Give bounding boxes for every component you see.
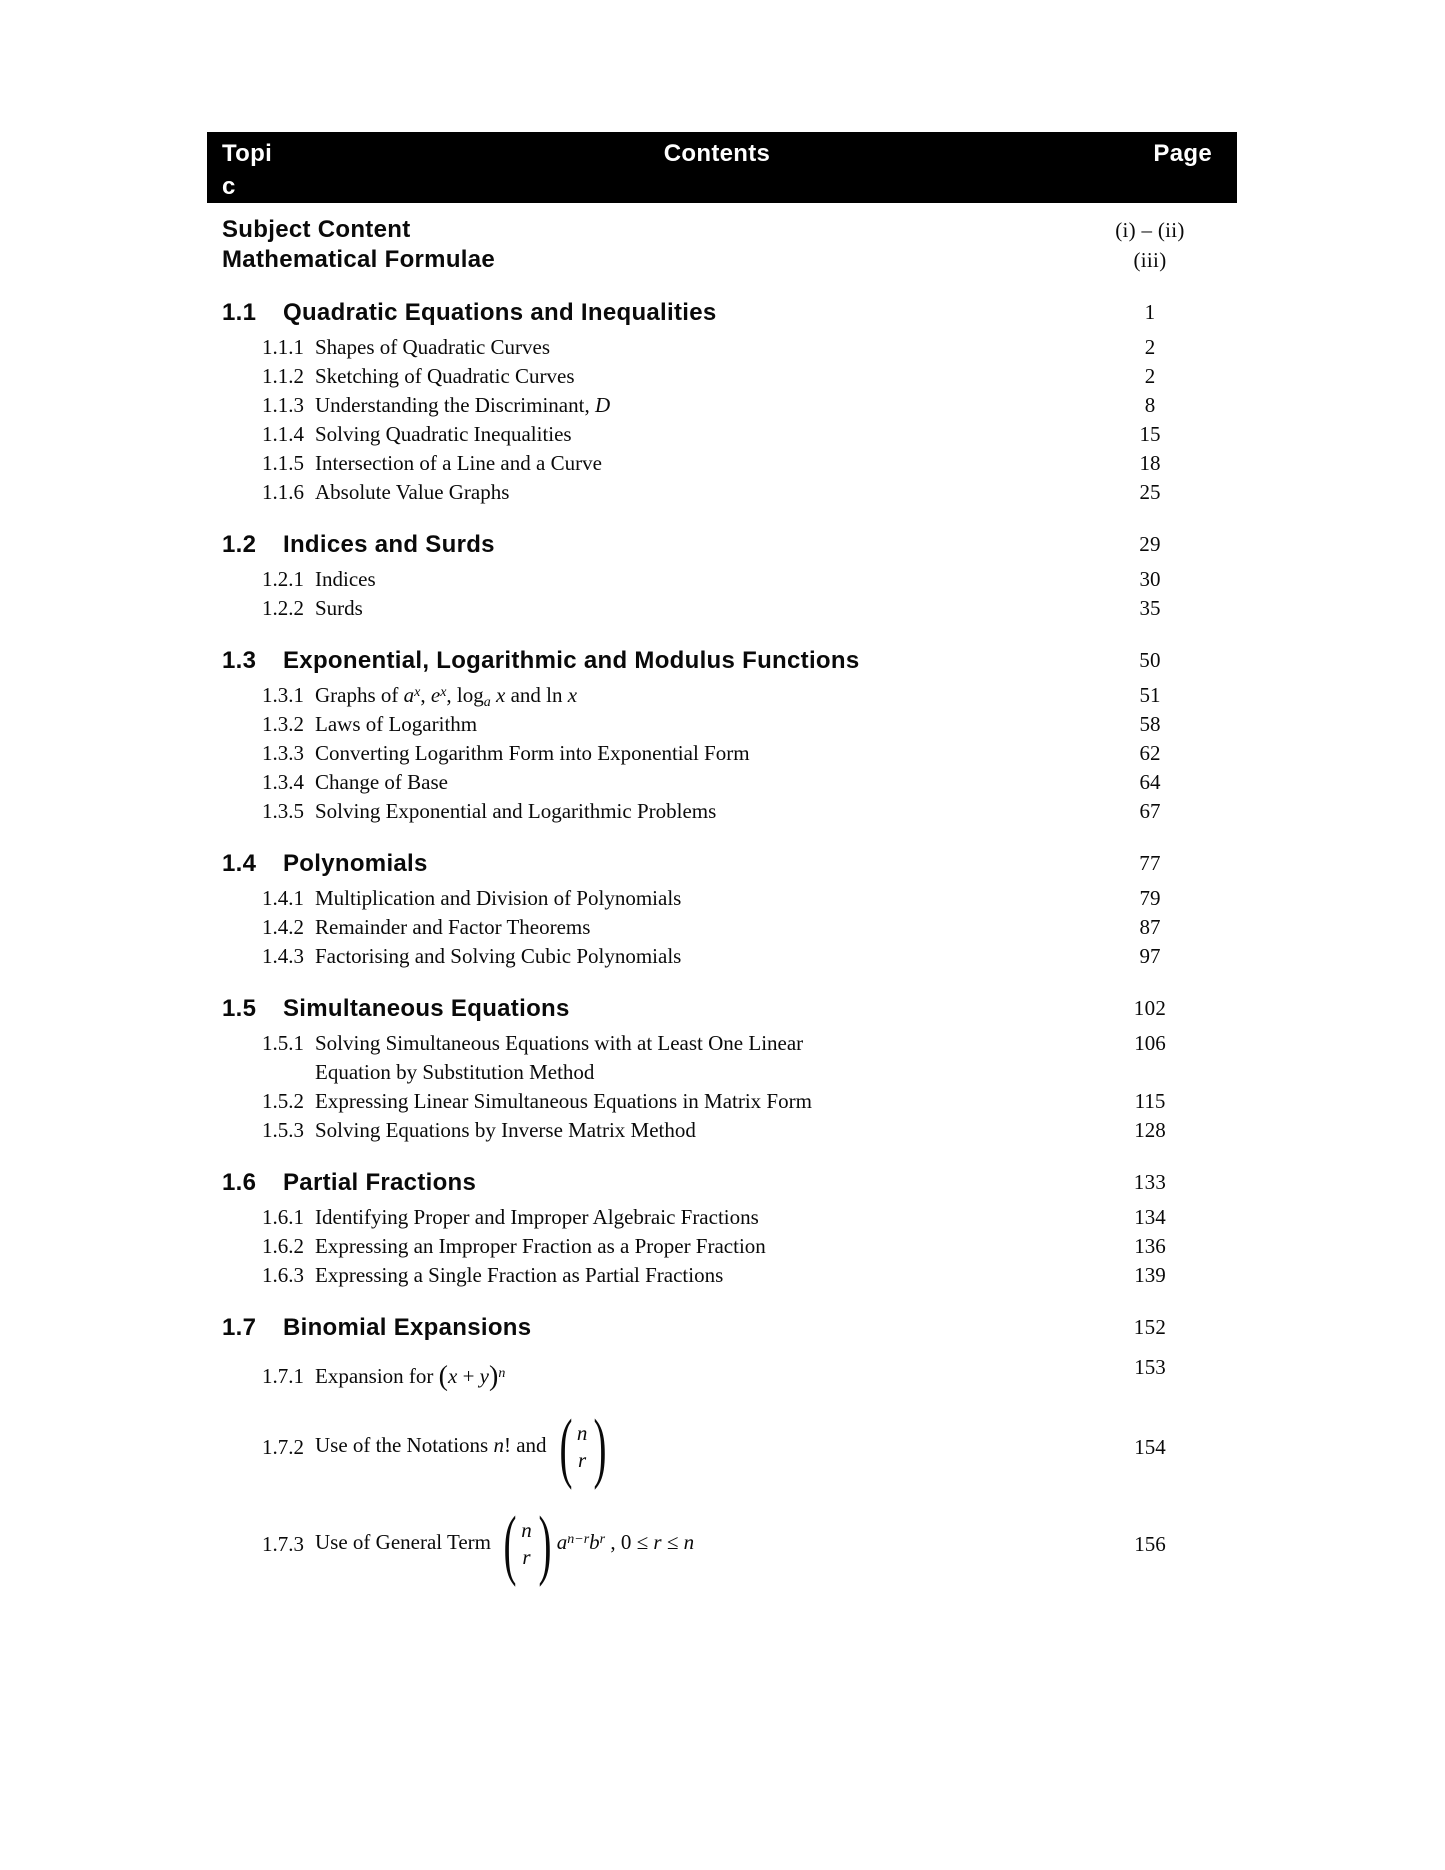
section-heading-row [207,529,1237,560]
page-number: 2 [1144,364,1156,388]
section-heading-row [207,645,1237,676]
header-topic-line1: Topi [222,140,273,167]
subsection-number: 1.4.3 [262,944,304,968]
page-number: 134 [1134,1205,1166,1229]
section-number: 1.6 [222,1169,257,1196]
binomial-coefficient: ( n r ) [559,1403,607,1490]
subsection-title: Expressing an Improper Fraction as a Proper Fraction [315,1234,766,1258]
section-title: Quadratic Equations and Inequalities [283,299,717,326]
section-number: 1.7 [222,1314,257,1341]
right-paren: ) [538,1500,552,1587]
section-title: Exponential, Logarithmic and Modulus Functions [283,647,860,674]
toc-subsection-row [207,710,1237,739]
toc-subsection-row [207,1087,1237,1116]
toc-subsection-row [207,1261,1237,1290]
subsection-number: 1.5.2 [262,1089,304,1113]
toc-section [207,645,1237,826]
toc-section [207,848,1237,971]
math-variable: D [594,393,611,417]
page-number: 1 [1144,300,1156,324]
subsection-title: Change of Base [315,770,448,794]
page-number: 156 [1134,1531,1166,1556]
toc-subsection-row [207,565,1237,594]
binomial-coefficient: ( n r ) [503,1500,552,1587]
left-paren: ( [559,1403,573,1490]
toc-subsection-row [207,1495,1237,1593]
subsection-title: Laws of Logarithm [315,712,478,736]
section-title: Simultaneous Equations [283,995,570,1022]
subsection-title: Converting Logarithm Form into Exponential Form [315,741,750,765]
toc-subsection-row [207,449,1237,478]
section-items [207,1353,1237,1593]
toc-section [207,297,1237,507]
subsection-number: 1.4.2 [262,915,304,939]
subsection-title: Absolute Value Graphs [315,480,510,504]
subsection-title: Shapes of Quadratic Curves [315,335,551,359]
header-contents-label: Contents [663,140,771,167]
section-items [207,565,1237,623]
subsection-number: 1.1.4 [262,422,304,446]
section-number: 1.1 [222,299,257,326]
subsection-title: Intersection of a Line and a Curve [315,451,602,475]
subsection-number: 1.1.3 [262,393,304,417]
subsection-number: 1.7.2 [262,1434,304,1459]
page-number: 30 [1139,567,1161,591]
toc-subsection-row [207,768,1237,797]
section-number: 1.2 [222,531,257,558]
subsection-title: Expressing a Single Fraction as Partial Fractions [315,1263,724,1287]
page-number: 50 [1139,648,1161,672]
front-title: Mathematical Formulae [222,246,496,273]
page-number: 102 [1133,996,1167,1020]
subsection-number: 1.6.2 [262,1234,304,1258]
page-number: 62 [1139,741,1161,765]
subsection-number: 1.3.4 [262,770,304,794]
subsection-title: Multiplication and Division of Polynomials [315,886,682,910]
section-items [207,333,1237,507]
subsection-number: 1.1.2 [262,364,304,388]
section-items [207,884,1237,971]
toc-header-bar [207,132,1237,203]
section-heading-row [207,848,1237,879]
right-paren: ) [488,1360,499,1392]
page-number: 58 [1139,712,1161,736]
subsection-title: Use of the Notations n! and ( n r ) [315,1408,1085,1486]
toc-front-row [207,215,1237,245]
section-heading-row [207,993,1237,1024]
section-number: 1.3 [222,647,257,674]
toc-section [207,1167,1237,1290]
section-number: 1.5 [222,995,257,1022]
toc-subsection-row [207,739,1237,768]
subsection-number: 1.7.1 [262,1363,304,1388]
page-number: 133 [1133,1170,1167,1194]
section-items [207,1029,1237,1145]
page-number: 15 [1139,422,1161,446]
page-number: 67 [1139,799,1161,823]
page-number: 153 [1134,1355,1166,1379]
subsection-number: 1.2.2 [262,596,304,620]
section-number: 1.4 [222,850,257,877]
subsection-title: Graphs of $a^x$, $e^x$, $\log_a x$ and ln x [315,683,578,710]
subsection-title: Sketching of Quadratic Curves [315,364,575,388]
subsection-number: 1.3.2 [262,712,304,736]
toc-subsection-row [207,1232,1237,1261]
front-matter [207,215,1237,275]
subsection-number: 1.1.5 [262,451,304,475]
page-number: 64 [1139,770,1161,794]
page-number: 136 [1134,1234,1166,1258]
left-paren: ( [503,1500,517,1587]
toc-subsection-row [207,594,1237,623]
subsection-number: 1.5.1 [262,1031,304,1055]
page-number: 115 [1134,1089,1166,1113]
subsection-number: 1.5.3 [262,1118,304,1142]
toc-subsection-row [207,884,1237,913]
page-number: 77 [1139,851,1161,875]
section-heading-row [207,297,1237,328]
toc-subsection-row [207,362,1237,391]
toc-section [207,529,1237,623]
subsection-number: 1.2.1 [262,567,304,591]
subsection-title: Understanding the Discriminant, D [315,393,611,417]
subsection-title: Factorising and Solving Cubic Polynomials [315,944,682,968]
subsection-number: 1.7.3 [262,1531,304,1556]
toc-subsection-row [207,797,1237,826]
section-items [207,681,1237,826]
subsection-title: Identifying Proper and Improper Algebraic Fractions [315,1205,759,1229]
toc-subsection-row [207,1353,1237,1399]
section-heading-row [207,1312,1237,1343]
toc-subsection-row [207,1029,1237,1087]
header-page-label: Page [1153,140,1212,167]
page-number: 128 [1134,1118,1166,1142]
toc-subsection-row [207,681,1237,710]
subsection-number: 1.1.6 [262,480,304,504]
toc-subsection-row [207,420,1237,449]
subsection-title: Solving Quadratic Inequalities [315,422,572,446]
toc-subsection-row [207,913,1237,942]
toc-subsection-row [207,391,1237,420]
page-number: 106 [1134,1031,1166,1055]
section-heading-row [207,1167,1237,1198]
toc-subsection-row [207,333,1237,362]
section-items [207,1203,1237,1290]
toc-section [207,993,1237,1145]
toc-front-row [207,245,1237,275]
left-paren: ( [438,1360,448,1392]
subsection-number: 1.3.1 [262,683,304,707]
subsection-title: Solving Simultaneous Equations with at Least One Linear Equation by Substitution Method [315,1031,804,1084]
subsection-number: 1.3.3 [262,741,304,765]
page-number: 35 [1139,596,1161,620]
subsection-title: Solving Equations by Inverse Matrix Method [315,1118,696,1142]
front-title: Subject Content [222,216,411,243]
page-number: (iii) [1133,248,1167,272]
header-topic-line2: c [222,173,236,200]
page-number: 79 [1139,886,1161,910]
page-number: 139 [1134,1263,1166,1287]
subsection-title: Indices [315,567,376,591]
toc-section [207,1312,1237,1593]
page-number: 29 [1139,532,1161,556]
subsection-number: 1.1.1 [262,335,304,359]
page-number: (i) – (ii) [1115,218,1185,242]
section-title: Indices and Surds [283,531,495,558]
subsection-title: Expressing Linear Simultaneous Equations in Matrix Form [315,1089,812,1113]
toc-content [207,132,1237,1593]
toc-subsection-row [207,1116,1237,1145]
page-number: 25 [1139,480,1161,504]
subsection-title: Surds [315,596,363,620]
section-title: Binomial Expansions [283,1314,532,1341]
page-number: 97 [1139,944,1161,968]
page-number: 154 [1134,1434,1166,1459]
toc-subsection-row [207,1399,1237,1495]
page-number: 18 [1139,451,1161,475]
subsection-number: 1.4.1 [262,886,304,910]
subsection-title: Solving Exponential and Logarithmic Problems [315,799,717,823]
subsection-title: Remainder and Factor Theorems [315,915,591,939]
page-number: 8 [1144,393,1156,417]
subsection-number: 1.6.1 [262,1205,304,1229]
right-paren: ) [593,1403,607,1490]
page-number: 152 [1133,1315,1167,1339]
toc-subsection-row [207,942,1237,971]
page-number: 87 [1139,915,1161,939]
page-number: 2 [1144,335,1156,359]
header-topic-cell [222,137,664,203]
subsection-title: Expansion for $(x + y)^n$ [315,1360,506,1392]
toc-subsection-row [207,478,1237,507]
toc-subsection-row [207,1203,1237,1232]
subsection-number: 1.6.3 [262,1263,304,1287]
subsection-number: 1.3.5 [262,799,304,823]
section-title: Polynomials [283,850,428,877]
subsection-title: Use of General Term ( n r ) $a^{n-r}b^r$ , 0 ≤ r ≤ n [315,1500,695,1587]
page-number: 51 [1139,683,1161,707]
section-title: Partial Fractions [283,1169,477,1196]
